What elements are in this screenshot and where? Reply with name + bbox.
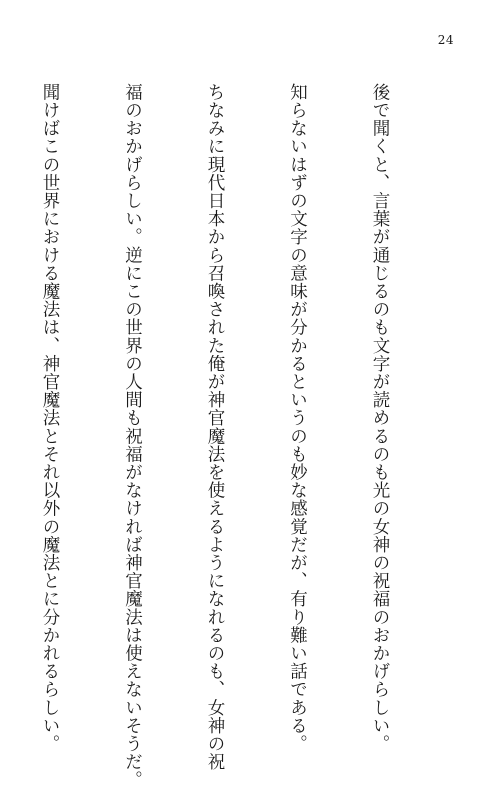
text-line: 知らないはずの文字の意味が分かるというのも妙な感覚だが、有り難い話である。 bbox=[287, 83, 308, 753]
text-line: ちなみに現代日本から召喚された俺が神官魔法を使えるようになれるのも、女神の祝 bbox=[205, 83, 225, 771]
text-line: 福のおかげらしい。逆にこの世界の人間も祝福がなければ神官魔法は使えないそうだ。 bbox=[122, 83, 143, 789]
body-text bbox=[0, 83, 448, 789]
page-number: 24 bbox=[437, 33, 454, 47]
text-line: 聞けばこの世界における魔法は、神官魔法とそれ以外の魔法とに分かれるらしい。 bbox=[40, 83, 60, 753]
text-line: 後で聞くと、言葉が通じるのも文字が読めるのも光の女神の祝福のおかげらしい。 bbox=[370, 83, 390, 753]
